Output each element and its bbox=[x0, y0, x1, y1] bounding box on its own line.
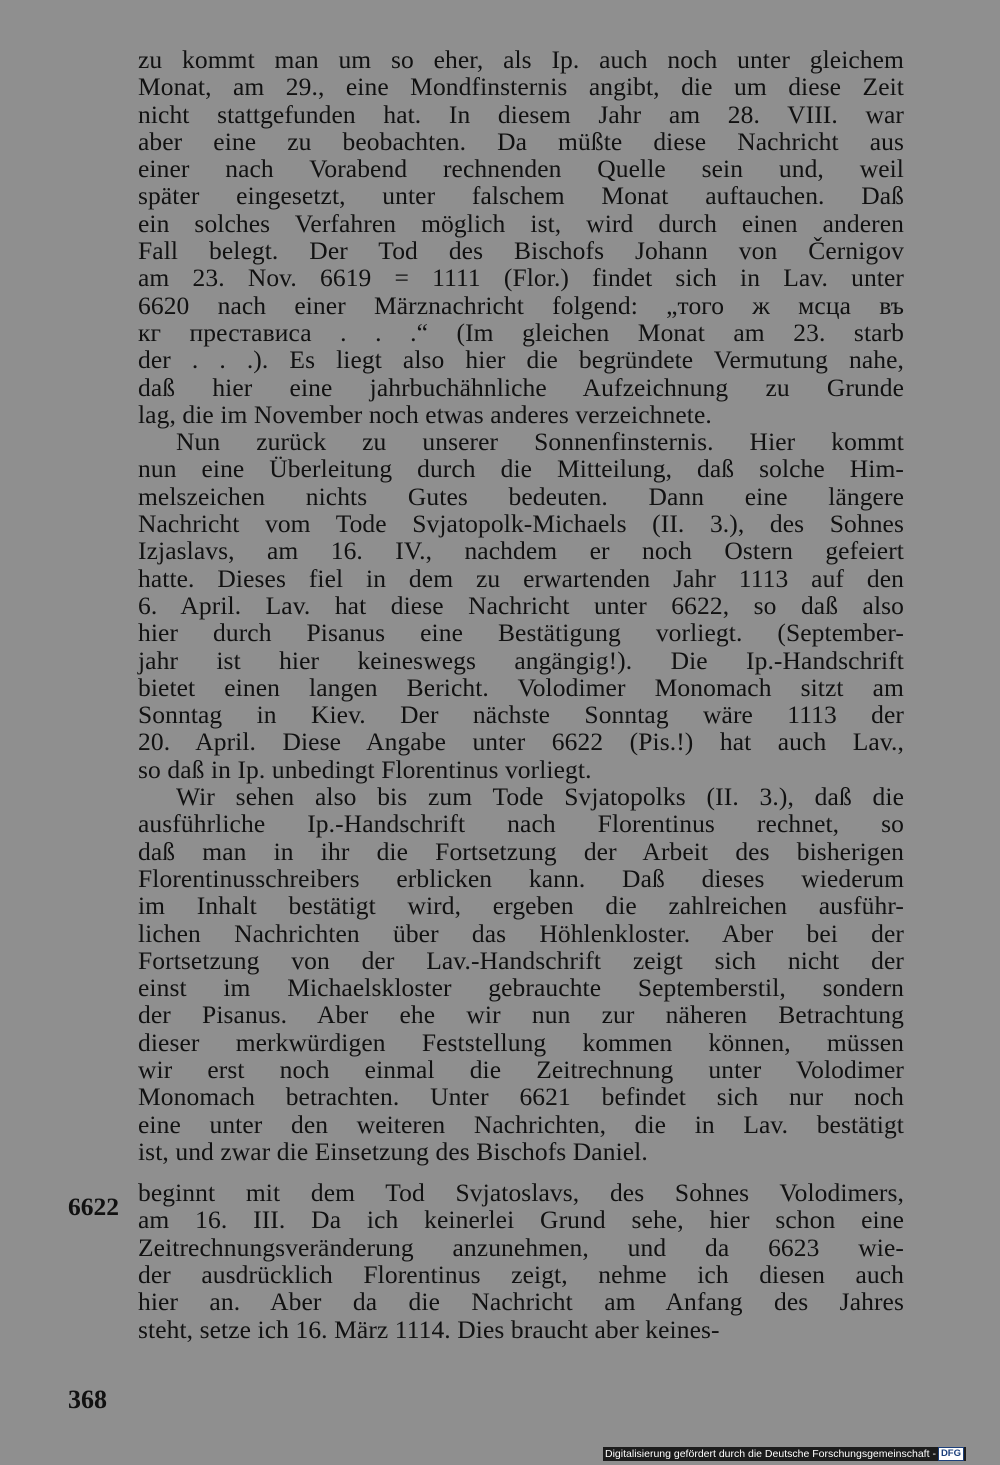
text-line: am 23. Nov. 6619 = 1111 (Flor.) findet sich in Lav. unter bbox=[138, 263, 904, 293]
margin-year-marker: 6622 bbox=[68, 1192, 119, 1221]
text-line: beginnt mit dem Tod Svjatoslavs, des Sohnes Volodimers, bbox=[138, 1178, 904, 1208]
text-line: jahr ist hier keineswegs angängig!). Die Ip.-Handschrift bbox=[138, 645, 904, 675]
text-line: 6. April. Lav. hat diese Nachricht unter 6622, so daß also bbox=[138, 590, 904, 620]
text-line: кг престависа . . .“ (Im gleichen Monat am 23. starb bbox=[138, 317, 904, 347]
text-line: nicht stattgefunden hat. In diesem Jahr am 28. VIII. war bbox=[138, 99, 904, 129]
paragraph-1 bbox=[138, 46, 904, 428]
text-line: am 16. III. Da ich keinerlei Grund sehe, hier schon eine bbox=[138, 1205, 904, 1235]
text-line: steht, setze ich 16. März 1114. Dies braucht aber keines- bbox=[138, 1314, 720, 1344]
text-line: hatte. Dieses fiel in dem zu erwartenden Jahr 1113 auf den bbox=[138, 563, 904, 593]
text-line: wir erst noch einmal die Zeitrechnung unter Volodimer bbox=[138, 1054, 904, 1084]
text-line: ist, und zwar die Einsetzung des Bischofs Daniel. bbox=[138, 1136, 648, 1166]
text-line: Florentinusschreibers erblicken kann. Daß dieses wiederum bbox=[138, 863, 904, 893]
text-line: Wir sehen also bis zum Tode Svjatopolks (II. 3.), daß die bbox=[176, 782, 904, 812]
paragraph-3 bbox=[138, 783, 904, 1165]
text-line: bietet einen langen Bericht. Volodimer Monomach sitzt am bbox=[138, 672, 904, 702]
text-line: Monomach betrachten. Unter 6621 befindet sich nur noch bbox=[138, 1082, 904, 1112]
text-line: später eingesetzt, unter falschem Monat auftauchen. Daß bbox=[138, 181, 904, 211]
paragraph-gap bbox=[138, 1165, 904, 1179]
text-line: lag, die im November noch etwas anderes verzeichnete. bbox=[138, 399, 712, 429]
text-line: einer nach Vorabend rechnenden Quelle sein und, weil bbox=[138, 154, 904, 184]
text-line: im Inhalt bestätigt wird, ergeben die zahlreichen ausführ- bbox=[138, 891, 904, 921]
paragraph-2 bbox=[138, 428, 904, 783]
text-line: 6620 nach einer Märznachricht folgend: „того ж мсца въ bbox=[138, 290, 904, 320]
dfg-logo: DFG bbox=[938, 1447, 964, 1461]
text-line: aber eine zu beobachten. Da müßte diese Nachricht aus bbox=[138, 126, 904, 156]
text-line: ausführliche Ip.-Handschrift nach Florentinus rechnet, so bbox=[138, 809, 904, 839]
text-line: 20. April. Diese Angabe unter 6622 (Pis.!) hat auch Lav., bbox=[138, 727, 904, 757]
text-line: lichen Nachrichten über das Höhlenkloster. Aber bei der bbox=[138, 918, 904, 948]
text-line: Izjaslavs, am 16. IV., nachdem er noch Ostern gefeiert bbox=[138, 536, 904, 566]
text-line: nun eine Überleitung durch die Mitteilung, daß solche Him- bbox=[138, 454, 904, 484]
text-line: Fortsetzung von der Lav.-Handschrift zeigt sich nicht der bbox=[138, 945, 904, 975]
text-line: Nun zurück zu unserer Sonnenfinsternis. Hier kommt bbox=[176, 427, 904, 457]
text-line: dieser merkwürdigen Feststellung kommen können, müssen bbox=[138, 1027, 904, 1057]
text-line: daß hier eine jahrbuchähnliche Aufzeichnung zu Grunde bbox=[138, 372, 904, 402]
text-line: so daß in Ip. unbedingt Florentinus vorliegt. bbox=[138, 754, 592, 784]
page-number: 368 bbox=[68, 1385, 107, 1414]
text-line: ein solches Verfahren möglich ist, wird durch einen anderen bbox=[138, 208, 904, 238]
body-text bbox=[138, 46, 904, 1343]
digitization-footer bbox=[603, 1447, 966, 1461]
text-line: Nachricht vom Tode Svjatopolk-Michaels (II. 3.), des Sohnes bbox=[138, 509, 904, 539]
text-line: zu kommt man um so eher, als Ip. auch noch unter gleichem bbox=[138, 45, 904, 74]
footer-text: Digitalisierung gefördert durch die Deutsche Forschungsgemeinschaft - bbox=[605, 1448, 936, 1460]
text-line: der ausdrücklich Florentinus zeigt, nehme ich diesen auch bbox=[138, 1260, 904, 1290]
text-line: der . . .). Es liegt also hier die begründete Vermutung nahe, bbox=[138, 345, 904, 375]
text-line: Sonntag in Kiev. Der nächste Sonntag wäre 1113 der bbox=[138, 700, 904, 730]
text-line: hier durch Pisanus eine Bestätigung vorliegt. (September- bbox=[138, 618, 904, 648]
text-line: Monat, am 29., eine Mondfinsternis angibt, die um diese Zeit bbox=[138, 72, 904, 102]
text-line: der Pisanus. Aber ehe wir nun zur näheren Betrachtung bbox=[138, 1000, 904, 1030]
text-line: melszeichen nichts Gutes bedeuten. Dann eine längere bbox=[138, 481, 904, 511]
text-line: daß man in ihr die Fortsetzung der Arbeit des bisherigen bbox=[138, 836, 904, 866]
text-line: hier an. Aber da die Nachricht am Anfang des Jahres bbox=[138, 1287, 904, 1317]
text-line: eine unter den weiteren Nachrichten, die in Lav. bestätigt bbox=[138, 1109, 904, 1139]
text-line: einst im Michaelskloster gebrauchte Septemberstil, sondern bbox=[138, 973, 904, 1003]
text-line: Zeitrechnungsveränderung anzunehmen, und da 6623 wie- bbox=[138, 1232, 904, 1262]
text-line: Fall belegt. Der Tod des Bischofs Johann von Černigov bbox=[138, 236, 904, 266]
paragraph-4 bbox=[138, 1179, 904, 1343]
